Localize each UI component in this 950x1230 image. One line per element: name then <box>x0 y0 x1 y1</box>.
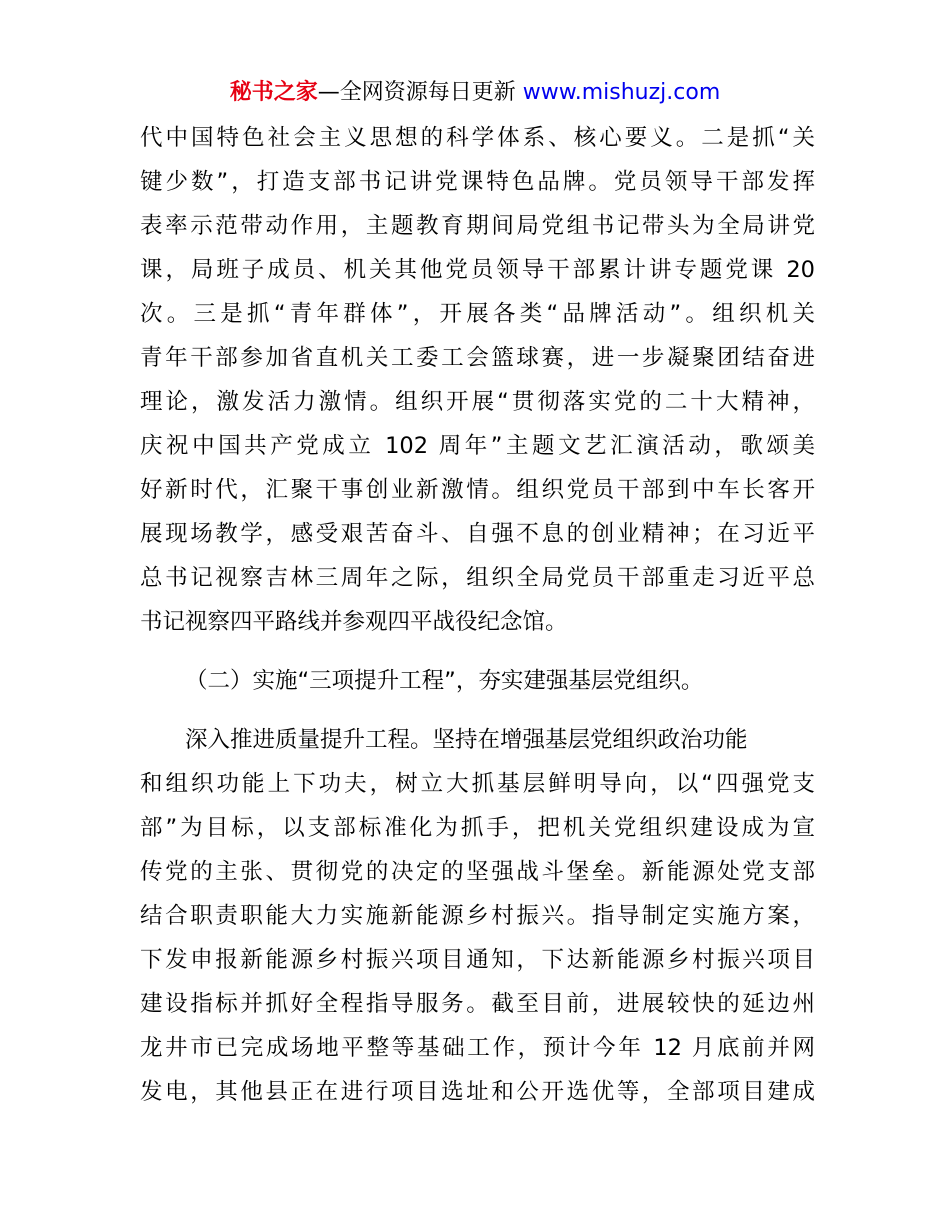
paragraph-1 <box>140 116 815 644</box>
text-line: 次。三是抓“青年群体”，开展各类“品牌活动”。组织机关 <box>140 301 815 327</box>
document-body <box>140 116 815 1114</box>
section-heading: （二）实施“三项提升工程”，夯实建强基层党组织。 <box>185 668 704 694</box>
text-line: 发电，其他县正在进行项目选址和公开选优等，全部项目建成 <box>140 1079 815 1105</box>
text-line: 总书记视察吉林三周年之际，组织全局党员干部重走习近平总 <box>140 565 815 591</box>
text-line: 课，局班子成员、机关其他党员领导干部累计讲专题党课 20 <box>140 257 815 283</box>
text-line: 结合职责职能大力实施新能源乡村振兴。指导制定实施方案， <box>140 903 815 929</box>
text-line: 传党的主张、贯彻党的决定的坚强战斗堡垒。新能源处党支部 <box>140 859 815 885</box>
text-line: 书记视察四平路线并参观四平战役纪念馆。 <box>140 609 568 635</box>
site-slogan: —全网资源每日更新 <box>317 80 523 105</box>
text-line: 深入推进质量提升工程。坚持在增强基层党组织政治功能 <box>185 727 748 753</box>
site-header <box>0 78 950 108</box>
text-line: 青年干部参加省直机关工委工会篮球赛，进一步凝聚团结奋进 <box>140 345 815 371</box>
text-line: 代中国特色社会主义思想的科学体系、核心要义。二是抓“关 <box>140 125 815 151</box>
text-line: 部”为目标，以支部标准化为抓手，把机关党组织建设成为宣 <box>140 815 815 841</box>
text-line: 展现场教学，感受艰苦奋斗、自强不息的创业精神；在习近平 <box>140 521 815 547</box>
text-line: 和组织功能上下功夫，树立大抓基层鲜明导向，以“四强党支 <box>140 771 815 797</box>
paragraph-2 <box>140 718 815 1114</box>
text-line: 理论，激发活力激情。组织开展“贯彻落实党的二十大精神， <box>140 389 815 415</box>
text-line: 下发申报新能源乡村振兴项目通知，下达新能源乡村振兴项目 <box>140 947 815 973</box>
text-line: 建设指标并抓好全程指导服务。截至目前，进展较快的延边州 <box>140 991 815 1017</box>
text-line: 键少数”，打造支部书记讲党课特色品牌。党员领导干部发挥 <box>140 169 815 195</box>
site-url-link[interactable]: www.mishuzj.com <box>522 80 721 105</box>
text-line: 好新时代，汇聚干事创业新激情。组织党员干部到中车长客开 <box>140 477 815 503</box>
text-line: 表率示范带动作用，主题教育期间局党组书记带头为全局讲党 <box>140 213 815 239</box>
text-line: 庆祝中国共产党成立 102 周年”主题文艺汇演活动，歌颂美 <box>140 433 815 459</box>
text-line: 龙井市已完成场地平整等基础工作，预计今年 12 月底前并网 <box>140 1035 815 1061</box>
site-brand: 秘书之家 <box>229 80 318 105</box>
